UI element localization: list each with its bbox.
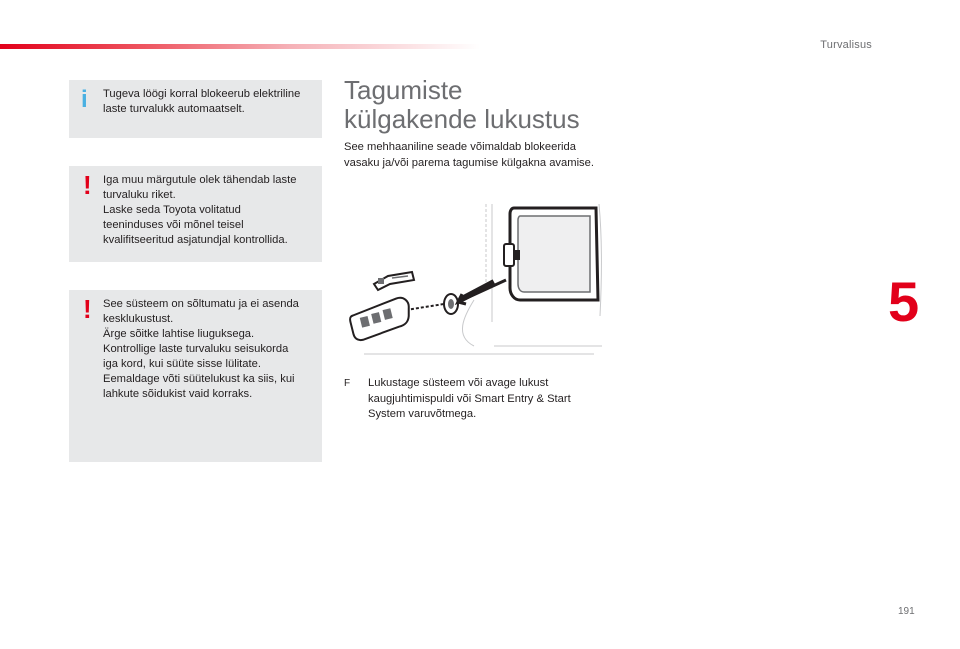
warning-note-fault-text: Iga muu märgutule olek tähendab laste turvaluku riket. Laske seda Toyota volitatud teeninduses või mõnel teisel kvalifitseeritud asjatundjal kontrollida.	[103, 174, 297, 246]
window-lock-illustration	[344, 196, 606, 366]
warning-note-fault	[69, 166, 322, 262]
instruction-text: Lukustage süsteem või avage lukust kaugjuhtimispuldi või Smart Entry & Start System varuvõtmega.	[368, 377, 571, 420]
key-blade-icon	[374, 272, 414, 290]
warning-note-system-text: See süsteem on sõltumatu ja ei asenda kesklukustust. Ärge sõitke lahtise liuguksega. Kontrollige laste turvaluku seisukorda iga kord, kui süüte sisse lülitate. Eemaldage võti süütelukust ka siis, kui lahkute sõidukist vaid korraks.	[103, 298, 299, 400]
page-number: 191	[898, 606, 915, 617]
chapter-number: 5	[888, 270, 920, 333]
warning-icon: !	[83, 294, 92, 324]
section-heading-line2: külgakende lukustus	[344, 104, 580, 134]
info-icon: i	[81, 86, 88, 113]
arrow-shaft	[460, 282, 494, 300]
side-window	[504, 208, 598, 300]
intro-paragraph: See mehhaaniline seade võimaldab blokeerida vasaku ja/või parema tagumise külgakna avamise.	[344, 141, 594, 169]
arrow-right-icon: F	[344, 378, 351, 389]
section-heading-line1: Tagumiste	[344, 75, 463, 105]
instruction-bullet	[344, 376, 604, 423]
header-accent-bar	[0, 44, 480, 49]
key-insert-path	[406, 304, 444, 310]
section-heading	[344, 76, 644, 134]
key-fob-icon	[348, 296, 414, 342]
warning-note-system	[69, 290, 322, 462]
info-note	[69, 80, 322, 138]
info-note-text: Tugeva löögi korral blokeerub elektriline laste turvalukk automaatselt.	[103, 88, 301, 115]
warning-icon: !	[83, 170, 92, 200]
section-name: Turvalisus	[820, 39, 872, 51]
